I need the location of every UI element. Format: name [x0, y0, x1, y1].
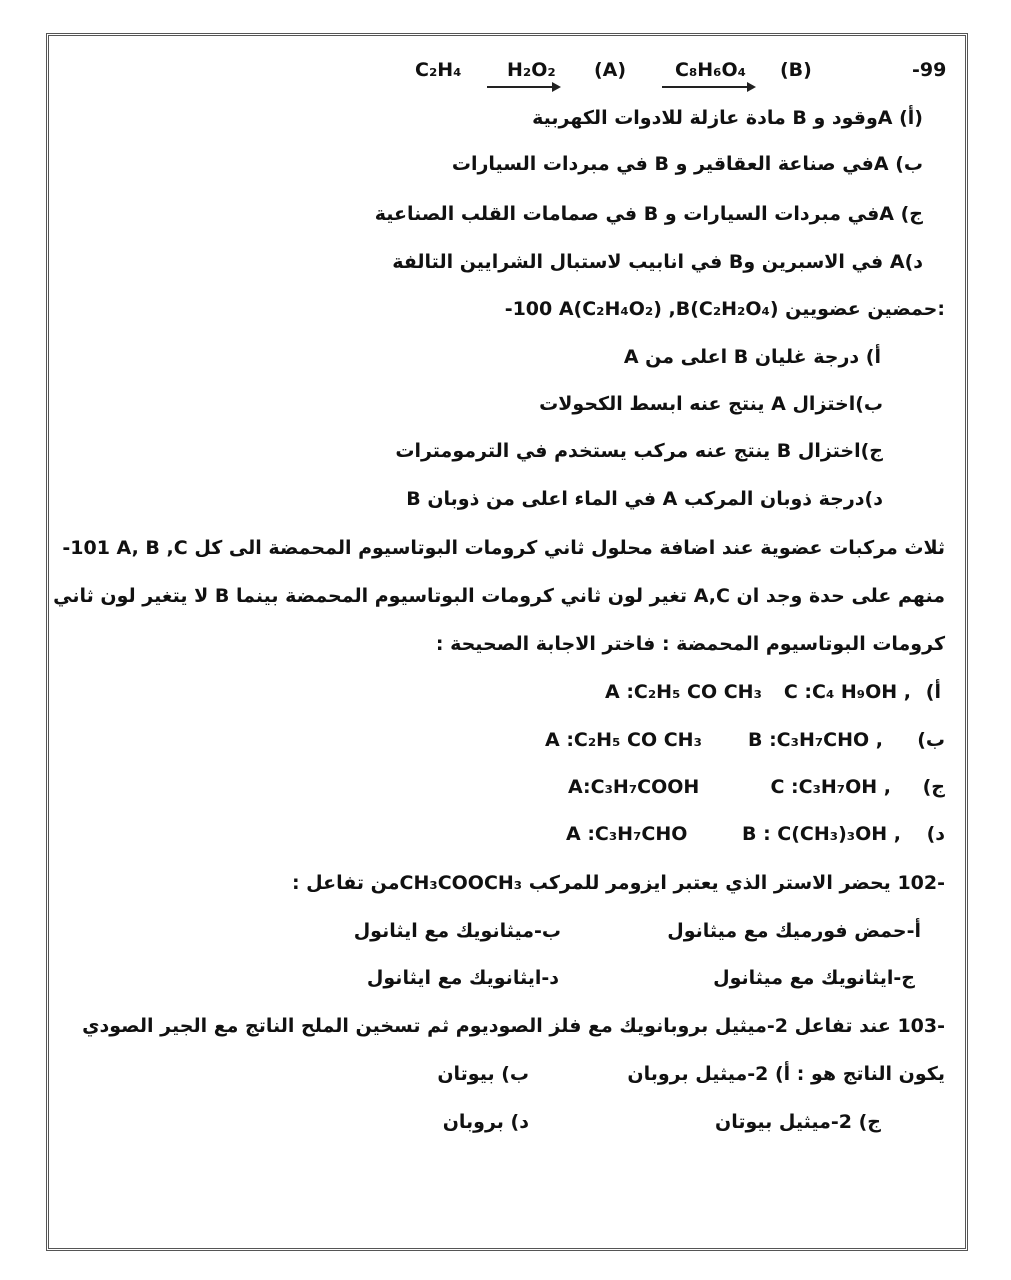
q100-option-b: ب)اختزال A ينتج عنه ابسط الكحولات — [539, 393, 883, 415]
q101-option-label: د) — [926, 823, 945, 845]
q100-stem: -100 A(C₂H₄O₂) ,B(C₂H₂O₄) حمضين عضويين: — [504, 298, 945, 320]
q103-stem-line2: يكون الناتج هو : أ) 2-ميثيل بروبان — [627, 1063, 945, 1085]
reaction-arrow-icon — [487, 86, 559, 88]
q101-stem-line3: كرومات البوتاسيوم المحمضة : فاختر الاجابة الصحيحة : — [435, 633, 945, 655]
q102-option-c: ج-ايثانويك مع ميثانول — [713, 967, 915, 989]
q100-option-a: أ) درجة غليان B اعلى من A — [623, 346, 881, 368]
reaction-arrow-icon — [662, 86, 754, 88]
q101-stem-line1: -101 A, B ,C ثلاث مركبات عضوية عند اضافة محلول ثاني كرومات البوتاسيوم المحمضة الى كل — [62, 537, 945, 559]
q99-product2: (B) — [780, 59, 812, 81]
q103-option-c: ج) 2-ميثيل بيوتان — [714, 1111, 881, 1133]
q99-number: -99 — [912, 59, 947, 81]
q99-product1: (A) — [594, 59, 627, 81]
q103-option-d: د) بروبان — [442, 1111, 529, 1133]
q102-stem: -102 يحضر الاستر الذي يعتبر ايزومر للمركب CH₃COOCH₃من تفاعل : — [291, 872, 945, 894]
q99-reagent1: H₂O₂ — [507, 59, 556, 81]
q99-reactant: C₂H₄ — [415, 59, 462, 81]
q101-option-d-left: A :C₃H₇CHO — [566, 823, 688, 845]
q101-option-label: أ) — [925, 681, 941, 703]
q101-stem-line2: منهم على حدة وجد ان A,C تغير لون ثاني كرومات البوتاسيوم المحمضة بينما B لا يتغير لون ثاني — [53, 585, 945, 607]
q99-option-b: ب) Aفي صناعة العقاقير و B في مبردات السيارات — [451, 153, 923, 175]
q101-option-b-left: A :C₂H₅ CO CH₃ — [545, 729, 702, 751]
q100-option-d: د)درجة ذوبان المركب A في الماء اعلى من ذوبان B — [406, 488, 883, 510]
q101-option-a-right: C :C₄ H₉OH , — [783, 681, 911, 703]
q99-option-d: د)A في الاسبرين وB في انابيب لاستبال الشرايين التالفة — [392, 251, 923, 273]
q100-option-c: ج)اختزال B ينتج عنه مركب يستخدم في الترمومترات — [395, 440, 883, 462]
q101-option-c-left: A:C₃H₇COOH — [568, 776, 700, 798]
q102-option-b: ب-ميثانويك مع ايثانول — [353, 920, 561, 942]
q101-option-label: ب) — [917, 729, 945, 751]
q101-option-b-right: B :C₃H₇CHO , — [747, 729, 883, 751]
q102-option-d: د-ايثانويك مع ايثانول — [366, 967, 559, 989]
q99-option-a: (أ) Aوقود و B مادة عازلة للادوات الكهربية — [532, 107, 923, 129]
q101-option-label: ج) — [922, 776, 945, 798]
q103-option-b: ب) بيوتان — [437, 1063, 529, 1085]
q101-option-a-left: A :C₂H₅ CO CH₃ — [605, 681, 762, 703]
q101-option-d-right: B : C(CH₃)₃OH , — [742, 823, 901, 845]
q101-option-c-right: C :C₃H₇OH , — [770, 776, 891, 798]
q99-option-c: ج) Aفي مبردات السيارات و B في صمامات القلب الصناعية — [374, 203, 923, 225]
q99-reagent2: C₈H₆O₄ — [675, 59, 746, 81]
q102-option-a: أ-حمض فورميك مع ميثانول — [667, 920, 921, 942]
q103-stem-line1: -103 عند تفاعل 2-ميثيل بروبانويك مع فلز الصوديوم ثم تسخين الملح الناتج مع الجير الصودي — [82, 1015, 945, 1037]
